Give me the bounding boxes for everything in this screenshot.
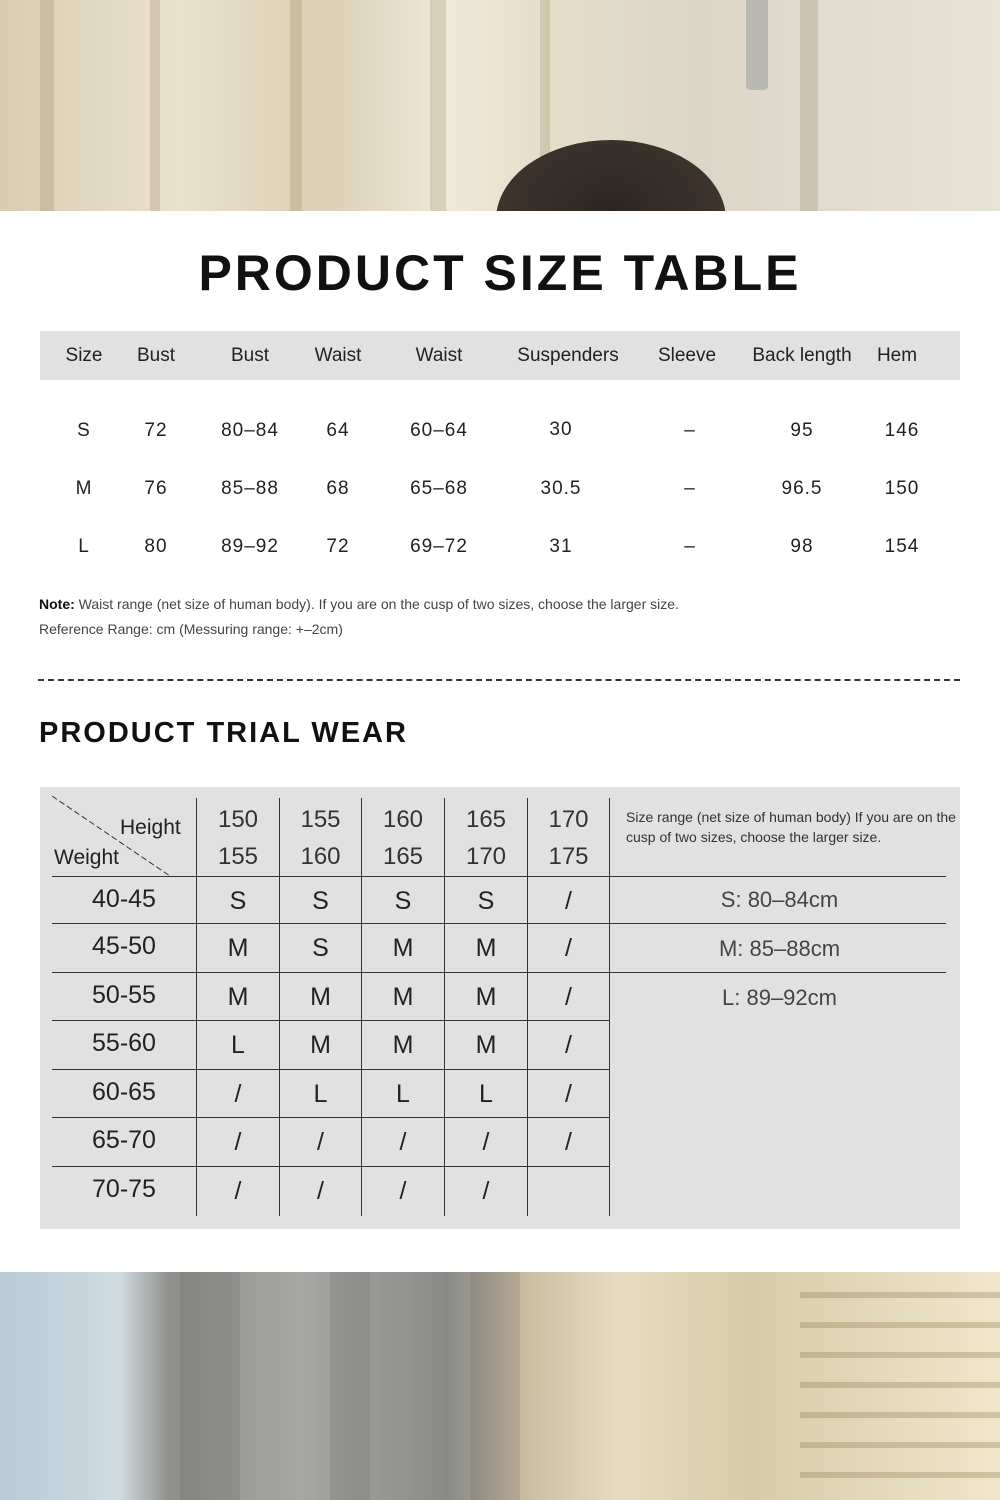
cell-hem: 154 [884,536,920,557]
cell-back-length: 95 [790,420,814,441]
recommended-size: / [399,1177,407,1205]
grid-line [52,972,946,973]
recommended-size: M [392,934,414,962]
weight-range: 60-65 [92,1078,156,1106]
height-col-3: 160 165 [382,806,424,870]
recommended-size: / [234,1128,242,1156]
recommended-size: S [477,887,495,915]
model-hair [496,140,726,211]
grid-line [52,1020,610,1021]
recommended-size: / [482,1177,490,1205]
weight-range: 50-55 [92,981,156,1009]
weight-range: 55-60 [92,1029,156,1057]
recommended-size: / [565,983,572,1011]
cell-waist-range: 69–72 [410,536,468,557]
cell-bust: 76 [144,478,168,499]
range-m: M: 85–88cm [718,936,841,961]
height-col-4: 165 170 [465,806,507,870]
header-hem: Hem [876,345,918,366]
recommended-size: / [565,934,572,962]
cell-waist-range: 65–68 [410,478,468,499]
cell-suspenders: 30.5 [540,478,582,499]
grid-line [52,1069,610,1070]
grid-line [52,923,946,924]
size-table-title: PRODUCT SIZE TABLE [198,245,802,301]
header-bust-range: Bust [230,345,270,366]
grid-line [609,798,610,1216]
section-divider [38,679,960,681]
cell-waist: 72 [326,536,350,557]
cell-suspenders: 31 [549,536,573,557]
cell-sleeve: – [684,420,696,441]
recommended-size: M [475,934,497,962]
recommended-size: L [396,1080,410,1108]
recommended-size: / [234,1080,242,1108]
header-waist: Waist [314,345,362,366]
header-back-length: Back length [752,345,852,366]
recommended-size: S [312,934,329,962]
cell-size: M [75,478,93,499]
trial-wear-title: PRODUCT TRIAL WEAR [39,717,408,749]
note-text: Waist range (net size of human body). If you are on the cusp of two sizes, choose the larger size. [74,596,679,612]
cell-waist: 68 [326,478,350,499]
weight-label: Weight [54,846,119,869]
weight-range: 65-70 [92,1126,156,1154]
recommended-size: L [313,1080,328,1108]
cell-back-length: 98 [790,536,814,557]
height-col-2: 155 160 [300,806,341,870]
recommended-size: M [310,983,331,1011]
recommended-size: / [317,1177,324,1205]
recommended-size: L [231,1031,245,1059]
hook-decor [746,0,768,90]
recommended-size: M [227,934,249,962]
recommended-size: M [475,1031,497,1059]
height-label: Height [120,816,181,839]
range-l: L: 89–92cm [722,985,837,1010]
cell-hem: 150 [884,478,920,499]
cell-size: S [77,420,91,441]
cell-waist: 64 [326,420,350,441]
cell-bust: 72 [144,420,168,441]
size-range-note: Size range (net size of human body) If you are on the cusp of two sizes, choose the larger size. [626,809,956,845]
recommended-size: M [392,983,414,1011]
cell-size: L [78,536,90,557]
recommended-size: / [565,887,572,915]
recommended-size: / [399,1128,407,1156]
range-s: S: 80–84cm [720,887,839,912]
recommended-size: L [479,1080,493,1108]
recommended-size: / [317,1128,324,1156]
height-col-1: 150 155 [217,806,259,870]
cell-back-length: 96.5 [781,478,823,499]
recommended-size: S [312,887,329,915]
recommended-size: / [565,1031,572,1059]
cell-sleeve: – [684,536,696,557]
cell-suspenders: 30 [549,419,573,440]
recommended-size: S [394,887,412,915]
weight-range: 45-50 [92,932,156,960]
note-label: Note: [39,596,75,612]
recommended-size: M [227,983,249,1011]
height-col-5: 170 175 [548,806,589,870]
cell-bust-range: 80–84 [221,420,279,441]
recommended-size: M [475,983,497,1011]
cell-sleeve: – [684,478,696,499]
weight-range: 40-45 [92,885,156,913]
reference-range: Reference Range: cm (Messuring range: +–2cm) [39,621,343,637]
recommended-size: / [565,1080,572,1108]
cell-waist-range: 60–64 [410,420,468,441]
recommended-size: / [482,1128,490,1156]
recommended-size: M [310,1031,331,1059]
cell-bust-range: 85–88 [221,478,279,499]
header-bust: Bust [136,345,176,366]
cell-bust: 80 [144,536,168,557]
header-sleeve: Sleeve [657,345,717,366]
cell-bust-range: 89–92 [221,536,279,557]
size-note [39,596,679,612]
bottom-photo [0,1272,1000,1500]
grid-line [52,1166,610,1167]
recommended-size: S [229,887,247,915]
recommended-size: / [565,1128,572,1156]
header-waist-range: Waist [415,345,463,366]
top-photo [0,0,1000,211]
recommended-size: M [392,1031,414,1059]
grid-line [52,876,946,877]
grid-line [52,1117,610,1118]
header-suspenders: Suspenders [517,345,619,366]
header-size: Size [65,345,103,366]
recommended-size: / [234,1177,242,1205]
cell-hem: 146 [884,420,920,441]
weight-range: 70-75 [92,1175,156,1203]
